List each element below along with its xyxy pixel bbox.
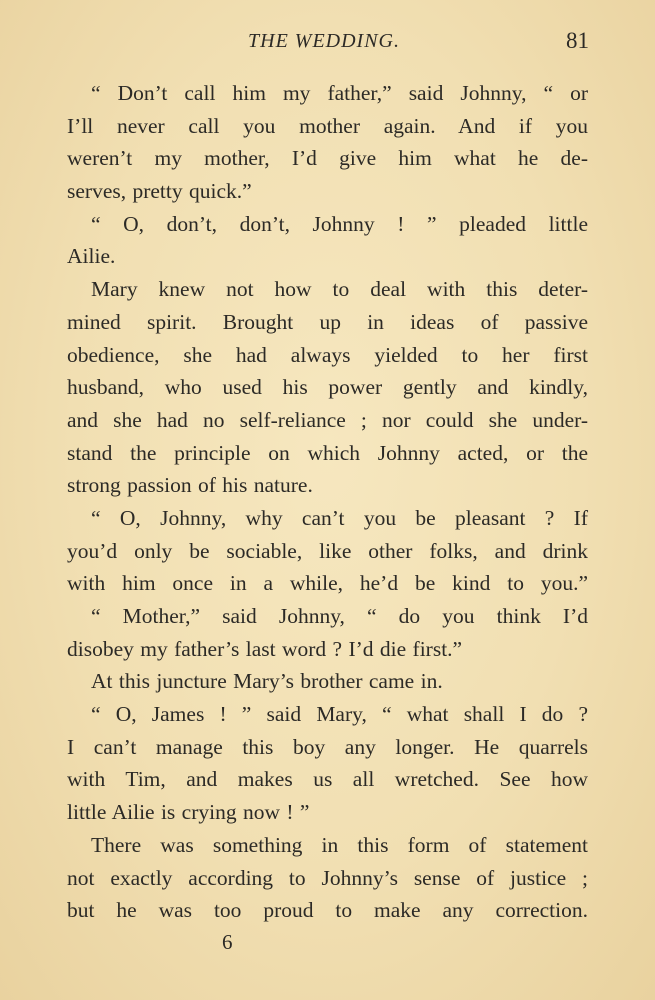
signature-mark: 6 — [222, 930, 233, 954]
text-line: There was something in this form of statement — [91, 832, 588, 857]
text-line: but he was too proud to make any correction. — [67, 898, 588, 923]
text-line: Ailie. — [67, 244, 116, 269]
text-line: husband, who used his power gently and kindly, — [67, 375, 588, 400]
text-line: disobey my father’s last word ? I’d die first.” — [67, 636, 463, 661]
text-line: not exactly according to Johnny’s sense of justice ; — [67, 865, 588, 890]
body-text — [67, 77, 588, 927]
running-head — [0, 30, 655, 56]
text-line: “ O, don’t, don’t, Johnny ! ” pleaded little — [91, 211, 588, 236]
text-line: “ O, James ! ” said Mary, “ what shall I do ? — [91, 702, 588, 727]
text-line: little Ailie is crying now ! ” — [67, 800, 310, 825]
text-line: stand the principle on which Johnny acted, or the — [67, 440, 588, 465]
text-line: weren’t my mother, I’d give him what he de- — [67, 146, 588, 171]
running-title: THE WEDDING. — [248, 30, 400, 52]
text-line: obedience, she had always yielded to her first — [67, 342, 588, 367]
text-line: I can’t manage this boy any longer. He quarrels — [67, 734, 588, 759]
text-line: serves, pretty quick.” — [67, 179, 252, 204]
text-line: with Tim, and makes us all wretched. See how — [67, 767, 588, 792]
text-line: “ O, Johnny, why can’t you be pleasant ? If — [91, 505, 588, 530]
page-number: 81 — [566, 28, 589, 53]
text-line: and she had no self-reliance ; nor could she under- — [67, 407, 588, 432]
text-line: strong passion of his nature. — [67, 473, 313, 498]
text-line: with him once in a while, he’d be kind to you.” — [67, 571, 588, 596]
text-line: mined spirit. Brought up in ideas of passive — [67, 309, 588, 334]
text-line: “ Don’t call him my father,” said Johnny, “ or — [91, 81, 588, 105]
text-line: “ Mother,” said Johnny, “ do you think I’d — [91, 604, 588, 628]
text-line: you’d only be sociable, like other folks, and drink — [67, 538, 588, 563]
text-line: At this juncture Mary’s brother came in. — [91, 669, 443, 694]
text-line: I’ll never call you mother again. And if you — [67, 113, 588, 138]
text-line: Mary knew not how to deal with this deter- — [91, 277, 588, 302]
